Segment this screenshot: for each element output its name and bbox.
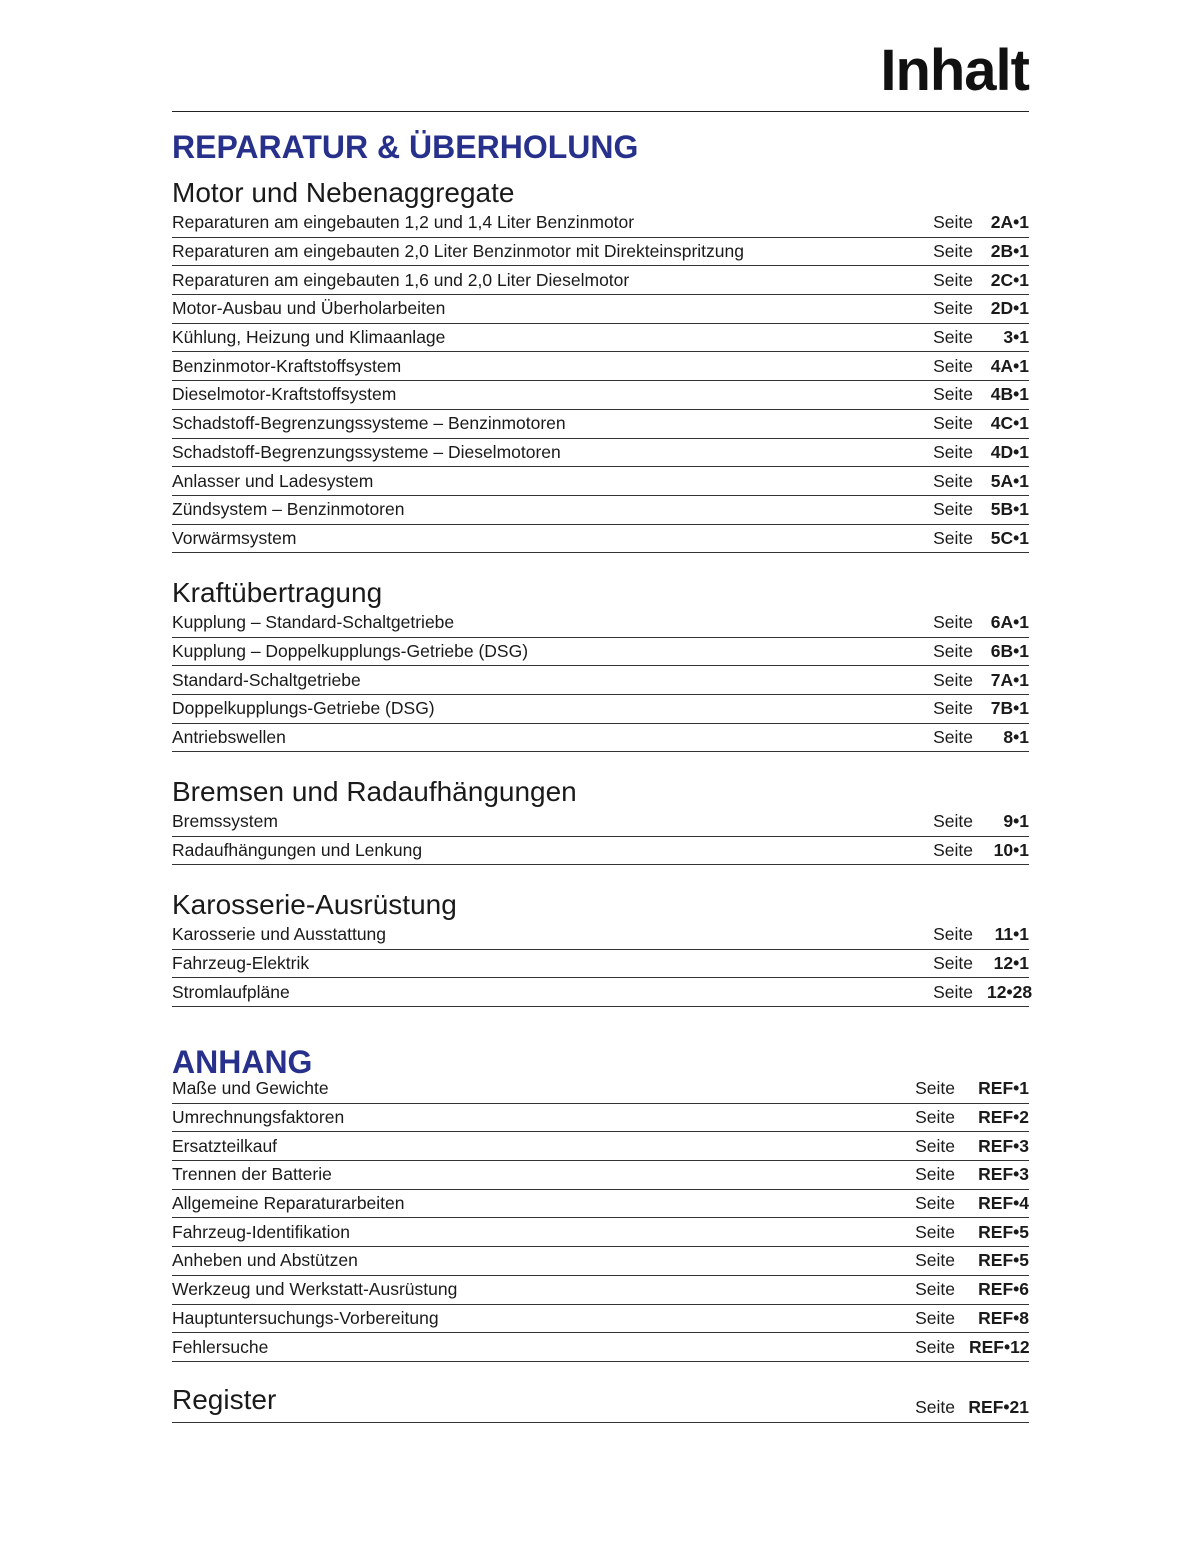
toc-entry-page: 12•28 <box>987 981 1033 1002</box>
toc-entry-label: Fehlersuche <box>172 1336 269 1357</box>
toc-entry-label: Motor-Ausbau und Überholarbeiten <box>172 298 446 319</box>
toc-entry-seite: Seite <box>915 1279 955 1300</box>
toc-entry-seite: Seite <box>933 641 973 662</box>
toc-entry-label: Doppelkupplungs-Getriebe (DSG) <box>172 698 435 719</box>
toc-entry-label: Kupplung – Standard-Schaltgetriebe <box>172 612 455 633</box>
toc-entry-seite: Seite <box>933 727 973 748</box>
toc-entry[interactable] <box>172 1190 1029 1219</box>
toc-entry[interactable] <box>172 209 1029 238</box>
toc-entry-page: 2B•1 <box>990 241 1029 262</box>
toc-entry-seite: Seite <box>933 669 973 690</box>
toc-entry-page: 7A•1 <box>990 669 1029 690</box>
toc-entry[interactable] <box>172 695 1029 724</box>
toc-entry-page: 4D•1 <box>990 441 1029 462</box>
toc-entry[interactable] <box>172 808 1029 837</box>
toc-entry[interactable] <box>172 410 1029 439</box>
toc-entry-page: REF•5 <box>978 1250 1029 1271</box>
toc-entry[interactable] <box>172 439 1029 468</box>
toc-entry-label: Antriebswellen <box>172 727 286 748</box>
toc-entry-seite: Seite <box>915 1107 955 1128</box>
toc-entry-seite: Seite <box>915 1221 955 1242</box>
toc-entry[interactable] <box>172 666 1029 695</box>
toc-entry-page: REF•21 <box>968 1397 1029 1417</box>
toc-entry-seite: Seite <box>933 811 973 832</box>
section-heading-bremsen: Bremsen und Radaufhängungen <box>172 776 577 807</box>
toc-entry-page: REF•4 <box>978 1193 1029 1214</box>
toc-entry-label: Anheben und Abstützen <box>172 1250 358 1271</box>
toc-entry-seite: Seite <box>933 441 973 462</box>
toc-entry[interactable] <box>172 1305 1029 1334</box>
toc-entry-seite: Seite <box>933 269 973 290</box>
toc-entry-page: 2D•1 <box>990 298 1029 319</box>
toc-entry-seite: Seite <box>933 612 973 633</box>
toc-entry-label: Radaufhängungen und Lenkung <box>172 840 423 861</box>
toc-entry-label: Schadstoff-Begrenzungssysteme – Benzinmotoren <box>172 413 566 434</box>
title-rule <box>172 111 1029 112</box>
toc-entry-seite: Seite <box>933 298 973 319</box>
toc-entry[interactable] <box>172 950 1029 979</box>
part-heading-reparatur: REPARATUR & ÜBERHOLUNG <box>172 129 639 165</box>
toc-entry[interactable] <box>172 266 1029 295</box>
toc-entry[interactable] <box>172 837 1029 866</box>
toc-entry-label: Zündsystem – Benzinmotoren <box>172 499 405 520</box>
toc-entry-page: 5A•1 <box>990 470 1029 491</box>
toc-entry[interactable] <box>172 1132 1029 1161</box>
toc-entry-label: Karosserie und Ausstattung <box>172 924 387 945</box>
toc-entry-seite: Seite <box>933 241 973 262</box>
toc-entry-label: Vorwärmsystem <box>172 527 297 548</box>
toc-entry-page: 7B•1 <box>990 698 1029 719</box>
toc-entry[interactable] <box>172 352 1029 381</box>
toc-entry[interactable] <box>172 609 1029 638</box>
toc-entry-label: Fahrzeug-Identifikation <box>172 1221 351 1242</box>
toc-entry-page: 6B•1 <box>990 641 1029 662</box>
toc-entry-label: Allgemeine Reparaturarbeiten <box>172 1193 405 1214</box>
part-heading-anhang: ANHANG <box>172 1044 313 1080</box>
toc-list-kraftuebertragung <box>172 609 1029 752</box>
toc-entry[interactable] <box>172 638 1029 667</box>
toc-entry-page: REF•8 <box>978 1307 1029 1328</box>
toc-entry[interactable] <box>172 978 1033 1007</box>
toc-entry-seite: Seite <box>933 698 973 719</box>
toc-entry-seite: Seite <box>915 1078 955 1099</box>
toc-entry-label: Maße und Gewichte <box>172 1078 329 1099</box>
toc-entry-label: Standard-Schaltgetriebe <box>172 669 361 690</box>
toc-entry-page: 11•1 <box>994 924 1029 945</box>
toc-entry[interactable] <box>172 1104 1029 1133</box>
toc-entry-label: Hauptuntersuchungs-Vorbereitung <box>172 1307 439 1328</box>
page-title: Inhalt <box>880 38 1029 103</box>
toc-entry-seite: Seite <box>933 924 973 945</box>
register-label: Register <box>172 1384 277 1415</box>
toc-entry-seite: Seite <box>933 953 973 974</box>
toc-entry-label: Schadstoff-Begrenzungssysteme – Dieselmotoren <box>172 441 561 462</box>
toc-list-karosserie <box>172 921 1033 1007</box>
toc-entry-page: REF•5 <box>978 1221 1029 1242</box>
toc-entry[interactable] <box>172 1218 1029 1247</box>
toc-entry-seite: Seite <box>915 1164 955 1185</box>
toc-entry-page: 4B•1 <box>990 384 1029 405</box>
toc-entry-label: Kühlung, Heizung und Klimaanlage <box>172 327 446 348</box>
toc-entry-label: Reparaturen am eingebauten 1,6 und 2,0 Liter Dieselmotor <box>172 269 630 290</box>
toc-entry-seite: Seite <box>933 527 973 548</box>
toc-entry-label: Reparaturen am eingebauten 1,2 und 1,4 Liter Benzinmotor <box>172 212 635 233</box>
toc-entry[interactable] <box>172 496 1029 525</box>
toc-list-bremsen <box>172 808 1029 865</box>
toc-entry-seite: Seite <box>933 499 973 520</box>
toc-entry-label: Benzinmotor-Kraftstoffsystem <box>172 355 402 376</box>
toc-list-anhang <box>172 1075 1029 1362</box>
toc-entry-seite: Seite <box>933 470 973 491</box>
toc-entry-label: Fahrzeug-Elektrik <box>172 953 310 974</box>
toc-entry-page: REF•1 <box>978 1078 1029 1099</box>
toc-entry-page: 2A•1 <box>990 212 1029 233</box>
toc-entry-seite: Seite <box>933 981 973 1002</box>
toc-entry[interactable] <box>172 525 1029 554</box>
toc-entry[interactable] <box>172 921 1029 950</box>
toc-entry-page: 3•1 <box>1003 327 1029 348</box>
toc-entry-seite: Seite <box>915 1397 955 1417</box>
toc-entry-label: Umrechnungsfaktoren <box>172 1107 345 1128</box>
toc-entry-seite: Seite <box>933 327 973 348</box>
toc-entry-page: 8•1 <box>1003 727 1029 748</box>
toc-entry-seite: Seite <box>933 413 973 434</box>
toc-entry-seite: Seite <box>915 1307 955 1328</box>
toc-entry-page: REF•2 <box>978 1107 1029 1128</box>
toc-entry-label: Trennen der Batterie <box>172 1164 332 1185</box>
toc-entry-seite: Seite <box>915 1193 955 1214</box>
toc-entry-page: 5C•1 <box>990 527 1029 548</box>
toc-entry-label: Ersatzteilkauf <box>172 1135 278 1156</box>
toc-entry-page: 2C•1 <box>990 269 1029 290</box>
toc-entry-page: 4C•1 <box>990 413 1029 434</box>
section-heading-kraftuebertragung: Kraftübertragung <box>172 577 383 608</box>
section-heading-karosserie: Karosserie-Ausrüstung <box>172 889 457 920</box>
toc-entry-label: Kupplung – Doppelkupplungs-Getriebe (DSG) <box>172 641 529 662</box>
toc-entry-page: 10•1 <box>993 840 1029 861</box>
toc-entry[interactable] <box>172 295 1029 324</box>
section-heading-motor: Motor und Nebenaggregate <box>172 177 515 208</box>
toc-entry-seite: Seite <box>933 840 973 861</box>
toc-entry-label: Bremssystem <box>172 811 278 832</box>
toc-entry-page: REF•12 <box>969 1336 1030 1357</box>
toc-entry[interactable] <box>172 381 1029 410</box>
toc-entry-register[interactable] <box>172 1384 1029 1423</box>
toc-entry-page: 9•1 <box>1003 811 1029 832</box>
toc-entry-page: REF•3 <box>978 1164 1029 1185</box>
toc-entry-label: Reparaturen am eingebauten 2,0 Liter Benzinmotor mit Direkteinspritzung <box>172 241 744 262</box>
toc-entry-page: REF•6 <box>978 1279 1029 1300</box>
toc-entry[interactable] <box>172 724 1029 753</box>
toc-entry-page: 6A•1 <box>990 612 1029 633</box>
toc-entry-seite: Seite <box>915 1250 955 1271</box>
toc-entry-label: Werkzeug und Werkstatt-Ausrüstung <box>172 1279 458 1300</box>
toc-entry[interactable] <box>172 1075 1029 1104</box>
toc-entry-page: 12•1 <box>993 953 1029 974</box>
toc-entry-seite: Seite <box>915 1135 955 1156</box>
toc-entry-seite: Seite <box>933 212 973 233</box>
toc-entry[interactable] <box>172 1161 1029 1190</box>
toc-entry[interactable] <box>172 1333 1029 1362</box>
toc-entry-page: REF•3 <box>978 1135 1029 1156</box>
toc-entry-label: Anlasser und Ladesystem <box>172 470 374 491</box>
toc-entry[interactable] <box>172 324 1029 353</box>
toc-entry-seite: Seite <box>915 1336 955 1357</box>
toc-entry[interactable] <box>172 238 1029 267</box>
toc-entry-label: Stromlaufpläne <box>172 981 290 1002</box>
toc-entry-page: 4A•1 <box>990 355 1029 376</box>
toc-entry[interactable] <box>172 1247 1029 1276</box>
toc-entry-label: Dieselmotor-Kraftstoffsystem <box>172 384 397 405</box>
toc-entry-seite: Seite <box>933 384 973 405</box>
toc-list-motor <box>172 209 1029 553</box>
toc-entry[interactable] <box>172 1276 1029 1305</box>
toc-entry[interactable] <box>172 467 1029 496</box>
toc-entry-seite: Seite <box>933 355 973 376</box>
toc-entry-page: 5B•1 <box>990 499 1029 520</box>
